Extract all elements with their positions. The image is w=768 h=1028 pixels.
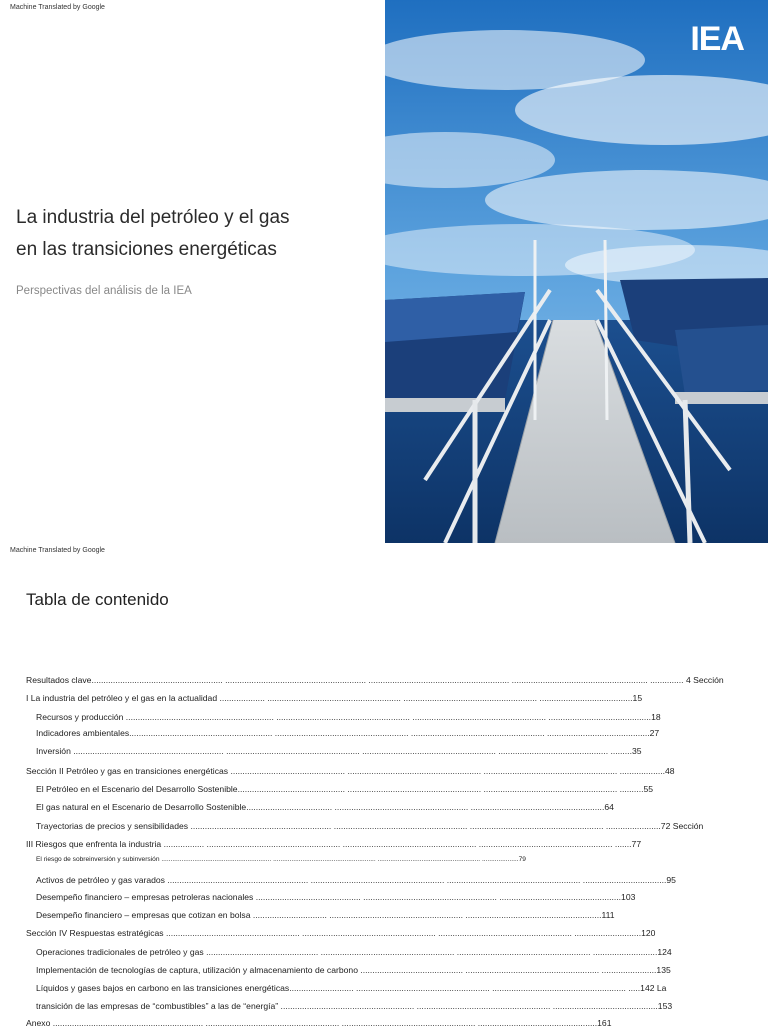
- toc-entry[interactable]: El gas natural en el Escenario de Desarrollo Sostenible.................................... ........................................................ ........................................................64: [36, 802, 614, 812]
- machine-translation-note: Machine Translated by Google: [10, 4, 105, 11]
- iea-logo: IEA: [690, 20, 744, 58]
- report-subtitle: Perspectivas del análisis de la IEA: [16, 285, 192, 297]
- solar-walkway-illustration: [385, 0, 768, 543]
- toc-entry[interactable]: Activos de petróleo y gas varados ........................................................... ........................................................ ........................................................ ...................................95: [36, 875, 676, 885]
- toc-entry[interactable]: Trayectorias de precios y sensibilidades ........................................................... ........................................................ ........................................................ .......................72 Sección: [36, 821, 704, 831]
- toc-entry[interactable]: Desempeño financiero – empresas que cotizan en bolsa ............................... ........................................................ .........................................................111: [36, 910, 615, 920]
- toc-entry[interactable]: Desempeño financiero – empresas petroleras nacionales ............................................ ........................................................ ...................................................103: [36, 892, 636, 902]
- toc-entry[interactable]: Operaciones tradicionales de petróleo y gas ............................................... ........................................................ ........................................................ ...........................124: [36, 947, 672, 957]
- toc-entry[interactable]: Resultados clave....................................................... ........................................................... ........................................................... ......................................................... .............. 4 Sección: [26, 675, 724, 685]
- toc-entry[interactable]: El Petróleo en el Escenario del Desarrollo Sostenible............................................. ........................................................ ........................................................ ..........55: [36, 784, 654, 794]
- toc-entry[interactable]: El riesgo de sobreinversión y subinversión ............................................................ ........................................................ ........................................................ ....................79: [36, 856, 526, 863]
- report-title: [16, 202, 290, 266]
- toc-entry[interactable]: Recursos y producción .............................................................. ........................................................ ........................................................ ...........................................18: [36, 712, 661, 722]
- title-line-1: La industria del petróleo y el gas: [16, 207, 290, 228]
- title-line-2: en las transiciones energéticas: [16, 239, 277, 260]
- toc-entry[interactable]: Sección IV Respuestas estratégicas ........................................................ ........................................................ ........................................................ ............................120: [26, 928, 656, 938]
- cover-photo: [385, 0, 768, 543]
- toc-entry[interactable]: Anexo ............................................................... ........................................................ ........................................................ ..................................................161: [26, 1018, 612, 1028]
- toc-entry[interactable]: III Riesgos que enfrenta la industria ................. ........................................................ ........................................................ ........................................................ .......77: [26, 839, 642, 849]
- machine-translation-note-toc: Machine Translated by Google: [10, 547, 105, 554]
- toc-entry[interactable]: Implementación de tecnologías de captura, utilización y almacenamiento de carbono ........................................... ........................................................ .......................135: [36, 965, 671, 975]
- toc-entry[interactable]: Sección II Petróleo y gas en transiciones energéticas ................................................ ........................................................ ........................................................ ...................48: [26, 766, 675, 776]
- toc-page: [0, 543, 768, 1028]
- toc-entry[interactable]: I La industria del petróleo y el gas en la actualidad ................... ........................................................ ........................................................ .......................................15: [26, 693, 643, 703]
- toc-entry[interactable]: Inversión ............................................................... ........................................................ ........................................................ .............................................. .........35: [36, 746, 642, 756]
- toc-entry[interactable]: Indicadores ambientales............................................................ ........................................................ ........................................................ ...........................................27: [36, 728, 660, 738]
- toc-entry[interactable]: Líquidos y gases bajos en carbono en las transiciones energéticas........................... ........................................................ ........................................................ .....142 La: [36, 983, 667, 993]
- toc-title: Tabla de contenido: [26, 590, 169, 609]
- toc-entry[interactable]: transición de las empresas de “combustibles” a las de “energía” ........................................................ ........................................................ ............................................153: [36, 1001, 673, 1011]
